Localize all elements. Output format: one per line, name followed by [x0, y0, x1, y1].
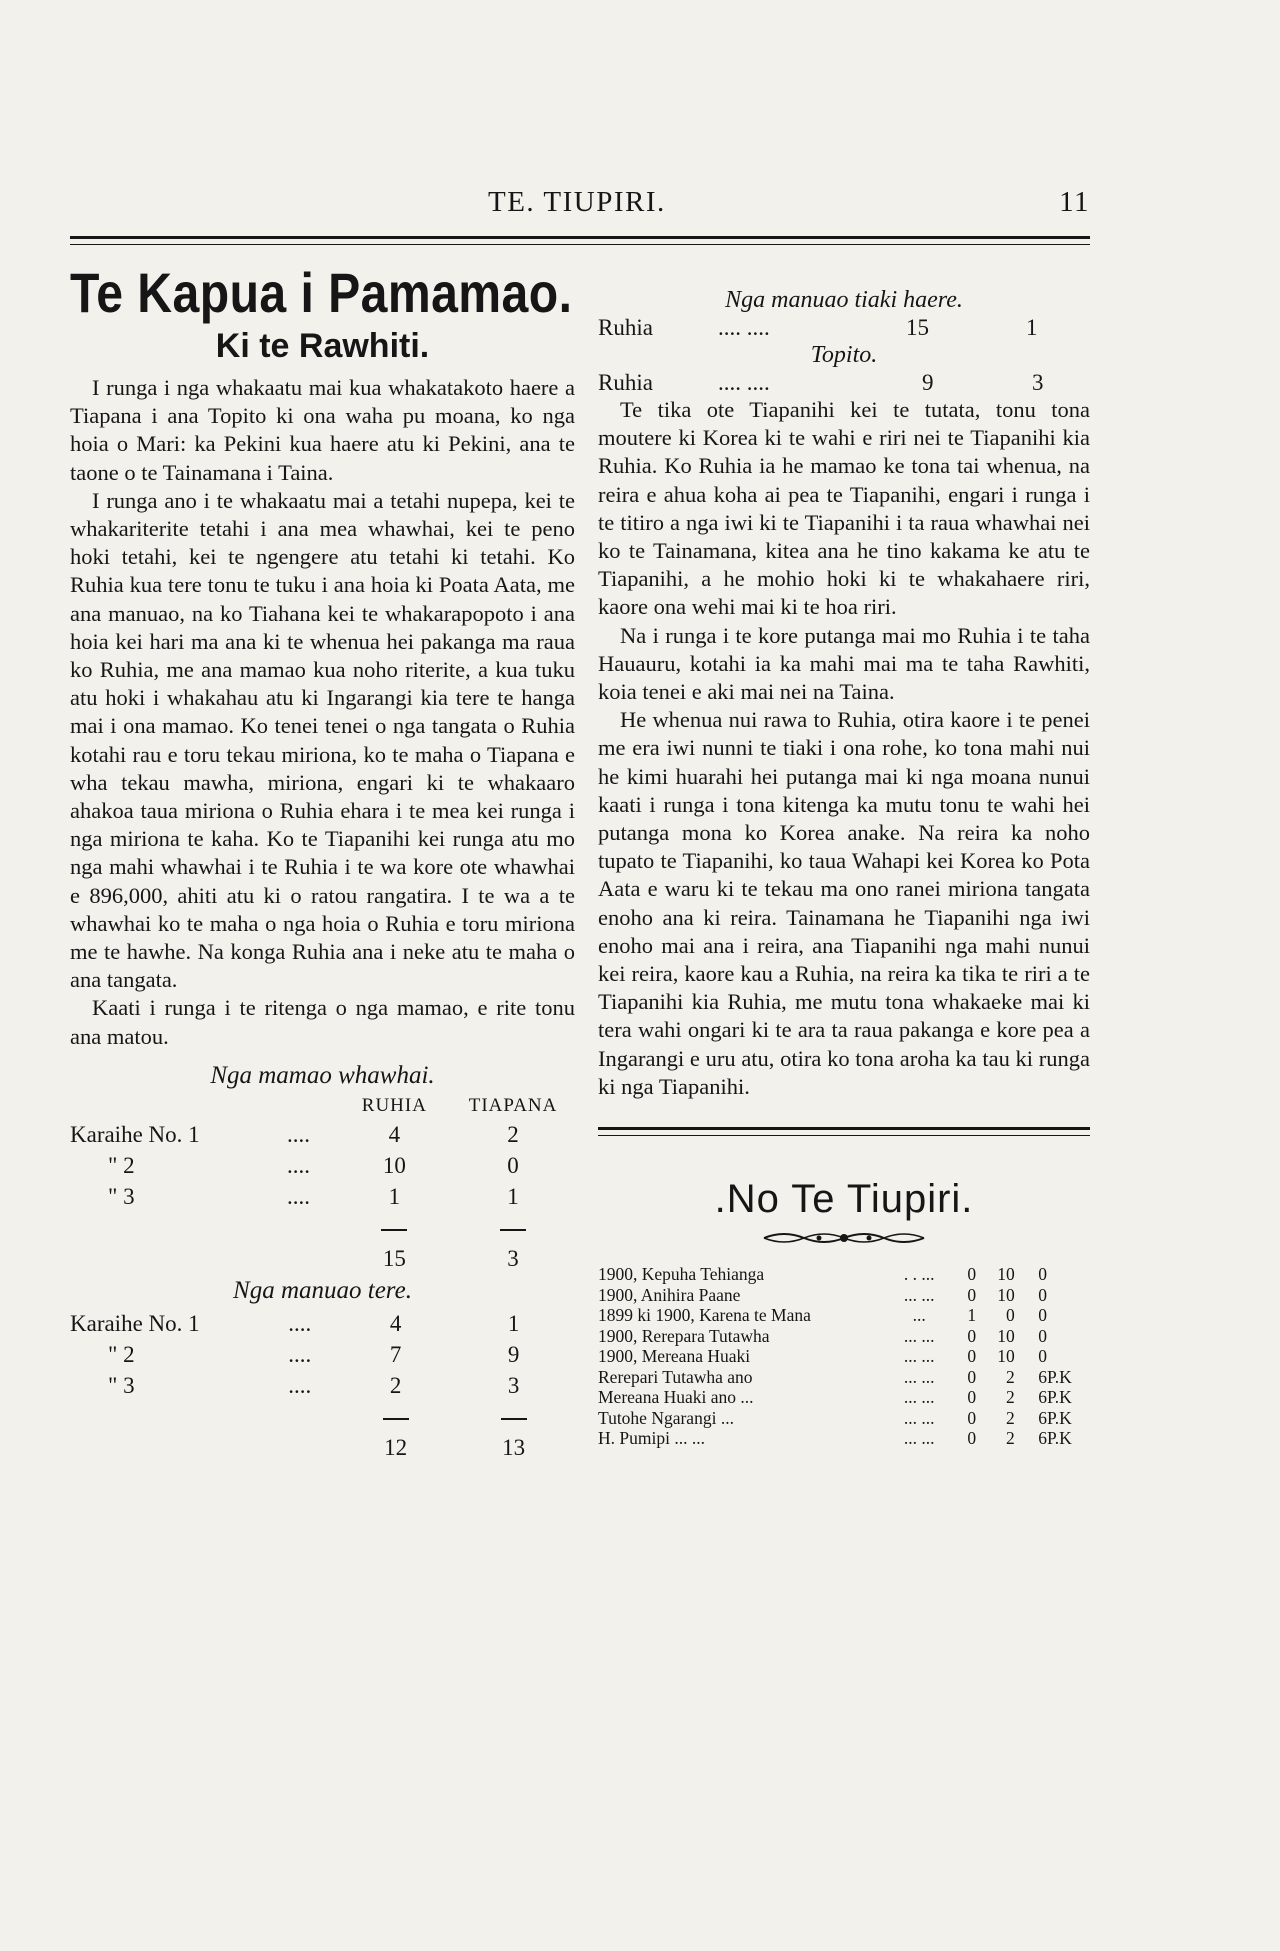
running-title: TE. TIUPIRI. [488, 186, 666, 218]
row-dots: ... ... [903, 1407, 935, 1428]
subscriber-name: 1900, Rerepara Tutawha [598, 1325, 770, 1346]
ruhia-total: 12 [384, 1434, 408, 1460]
row-dots: ... ... [903, 1428, 935, 1449]
sum-rule-row [70, 1401, 575, 1432]
tiapana-value: 1 [1026, 315, 1038, 340]
row-dots: ... ... [903, 1366, 935, 1387]
amount-shillings: 0 [1006, 1305, 1015, 1326]
article-paragraph: Te tika ote Tiapanihi kei te tutata, tonu tona moutere ki Korea ki te wahi e riri nei te Tiapanihi kia Ruhia. Ko Ruhia ia he mamao ke tona tai whenua, na reira e ahua koha ai pea te Tiapanihi, engari i runga i te titiro a nga iwi ki te Tiapanihi i ta raua whawhai nei ko te Tainamana, kitea ana he tino kakama ke atu te Tiapanihi, a he mohio hoki ki te whakahaere riri, kaore ona wehi mai ki te hoa riri. [598, 397, 1090, 620]
amount-shillings: 10 [997, 1346, 1015, 1367]
table-row [70, 1119, 575, 1150]
amount-suffix [1047, 1326, 1090, 1347]
amount-pounds: 0 [967, 1387, 977, 1408]
tiapana-value: 2 [507, 1121, 519, 1147]
table-row [70, 1308, 575, 1339]
row-label: Ruhia [598, 370, 653, 395]
amount-suffix: P.K [1047, 1387, 1072, 1408]
amount-pence: 0 [1038, 1346, 1047, 1367]
amount-suffix [1047, 1346, 1090, 1367]
ruhia-total: 15 [382, 1245, 406, 1271]
row-dots: ... ... [903, 1346, 935, 1367]
tiapana-value: 1 [507, 1310, 520, 1336]
amount-pence: 6 [1038, 1387, 1047, 1408]
amount-pence: 6 [1038, 1407, 1047, 1428]
row-dots: .... .... [718, 315, 770, 340]
ruhia-value: 2 [389, 1372, 402, 1398]
amount-pounds: 0 [967, 1284, 977, 1305]
row-dots: ... [912, 1305, 926, 1326]
amount-pence: 0 [1038, 1325, 1047, 1346]
amount-shillings: 2 [1006, 1366, 1015, 1387]
row-label: Karaihe No. 1 [70, 1310, 200, 1336]
tiapana-total: 13 [502, 1434, 526, 1460]
ruhia-value: 4 [389, 1310, 402, 1336]
amount-pounds: 0 [967, 1407, 977, 1428]
subscriptions-title: .No Te Tiupiri. [714, 1177, 974, 1222]
amount-pence: 6 [1038, 1366, 1047, 1387]
table-row [598, 1428, 1090, 1449]
row-dots: .... [286, 1121, 310, 1147]
ornament-divider-icon [598, 1228, 1090, 1250]
amount-suffix: P.K [1047, 1428, 1072, 1449]
table-row [598, 1264, 1090, 1285]
table-row [598, 1285, 1090, 1306]
tiapana-value: 3 [507, 1372, 520, 1398]
article-paragraph: I runga i nga whakaatu mai kua whakatakoto haere a Tiapana i ana Topito ki ona waha pu moana, ko nga hoia o Mari: ka Pekini kua haere atu ki Pekini, ana te taone o te Tainamana i Taina. [70, 375, 575, 485]
subscriber-name: Tutohe Ngarangi ... [598, 1407, 734, 1428]
guard-ships-caption: Nga manuao tiaki haere. [725, 287, 963, 313]
table-row [598, 1326, 1090, 1347]
tiapana-value: 9 [507, 1341, 520, 1367]
article-paragraph: He whenua nui rawa to Ruhia, otira kaore i te penei me era iwi nunni te tiaki i ona rohe, ko tona mahi nui he kimi huarahi hei putanga mai ki nga moana nunui kaati i runga i tona kitenga ka mutu tonu te wahi hei putanga mona ko Korea anake. Na reira ka noho tupato te Tiapanihi, ko taua Wahapi kei Korea ko Pota Aata e waru ki te tekau ma ono ranei miriona tangata enoho ana ki reira. Tainamana he Tiapanihi nga iwi enoho mai ana i reira, ana Tiapanihi nga mahi nunui kei reira, kaore kau a Ruhia, na reira ka tika te riri a te Tiapanihi kia Ruhia, me mutu tona whakaeke mai ki tera wahi ongari ki te ara ta raua pakanga e kore pea a Ingarangi e uru atu, otira ko tona aroha ka tau ki runga ki nga Tiapanihi. [598, 707, 1090, 1099]
tiapana-value: 1 [507, 1183, 519, 1209]
subscriber-name: 1900, Anihira Paane [598, 1284, 741, 1305]
row-dots: . . ... [903, 1264, 935, 1285]
ruhia-value: 1 [388, 1183, 401, 1209]
amount-pounds: 0 [967, 1325, 977, 1346]
table-total-row [70, 1243, 575, 1274]
amount-suffix: P.K [1047, 1407, 1072, 1428]
amount-shillings: 10 [997, 1264, 1015, 1285]
row-dots: .... [286, 1152, 310, 1178]
guard-ships-row [598, 314, 1090, 341]
table-row [598, 1387, 1090, 1408]
ruhia-value: 10 [382, 1152, 406, 1178]
amount-pence: 0 [1038, 1264, 1047, 1285]
amount-shillings: 2 [1006, 1387, 1015, 1408]
row-dots: .... [286, 1183, 310, 1209]
topito-row [598, 369, 1090, 396]
section-rule-thin [598, 1135, 1090, 1136]
table-row [70, 1150, 575, 1181]
article-headline: Te Kapua i Pamamao. [70, 261, 573, 324]
table-row [598, 1346, 1090, 1367]
subscriber-name: Mereana Huaki ano ... [598, 1387, 754, 1408]
tiapana-value: 0 [507, 1152, 519, 1178]
table-row [598, 1305, 1090, 1326]
amount-pence: 0 [1038, 1284, 1047, 1305]
article-paragraph: Kaati i runga i te ritenga o nga mamao, e rite tonu ana matou. [70, 995, 575, 1049]
amount-suffix [1047, 1305, 1090, 1326]
page-number: 11 [1059, 186, 1090, 218]
row-label: " 3 [108, 1183, 135, 1209]
sum-rule-row [70, 1212, 575, 1243]
cruisers-table [70, 1308, 575, 1463]
table-row [598, 1367, 1090, 1388]
amount-shillings: 10 [997, 1284, 1015, 1305]
row-dots: ... ... [903, 1387, 935, 1408]
cruisers-caption: Nga manuao tere. [233, 1276, 412, 1304]
table-row [70, 1181, 575, 1212]
subscriber-name: 1900, Mereana Huaki [598, 1346, 751, 1367]
amount-suffix [1047, 1285, 1090, 1306]
row-dots: ... ... [903, 1325, 935, 1346]
row-label: Ruhia [598, 315, 653, 340]
article-paragraph: I runga ano i te whakaatu mai a tetahi nupepa, kei te whakariterite tetahi i ana mea whawhai, kei te peno hoki tetahi, kei te ngengere atu tetahi ki tetahi. Ko Ruhia kua tere tonu te tuku i ana hoia ki Poata Aata, me ana manuao, na ko Tiahana kei te whakarapopoto i ana hoia kei hari ma ana ki te whenua hei pakanga ma raua ko Ruhia, me ana mamao kua noho riterite, a kua tuku atu hoki i whakahau atu ki Ingarangi kia tere te hanga mai i ona mamao. Ko tenei tenei o nga tangata o Ruhia kotahi rau e toru tekau miriona, ko te maha o Tiapana e wha tekau mawha, miriona, engari ki te whakaaro ahakoa taua miriona o Ruhia ehara i te mea kei runga i nga miriona te kaha. Ko te Tiapanihi kei runga atu mo nga mahi whawhai i te Ruhia i te wa kore ote whawhai e 896,000, ahiti atu ki o ratou rangatira. I te wa a te whawhai ko te maha o nga hoia o Ruhia e toru miriona me te hawhe. Na konga Ruhia ana i neke atu te maha o ana tangata. [70, 487, 575, 993]
amount-suffix [1047, 1264, 1090, 1285]
amount-pence: 6 [1038, 1428, 1047, 1449]
header-rule [70, 236, 1090, 239]
topito-caption: Topito. [810, 342, 878, 368]
row-label: " 2 [108, 1341, 135, 1367]
section-rule [598, 1127, 1090, 1130]
column-header-tiapana: TIAPANA [468, 1094, 558, 1116]
amount-pounds: 0 [967, 1264, 977, 1285]
table-row [598, 1408, 1090, 1429]
row-dots: .... .... [718, 370, 770, 395]
ruhia-value: 9 [922, 370, 934, 395]
table-row [70, 1370, 575, 1401]
table-row [70, 1339, 575, 1370]
article-subheadline: Ki te Rawhiti. [215, 327, 430, 365]
war-ships-caption: Nga mamao whawhai. [210, 1061, 435, 1089]
amount-pounds: 0 [967, 1346, 977, 1367]
table-header-row [70, 1093, 575, 1119]
amount-pounds: 1 [967, 1305, 977, 1326]
column-header-ruhia: RUHIA [361, 1094, 427, 1116]
tiapana-value: 3 [1032, 370, 1044, 395]
amount-pounds: 0 [967, 1366, 977, 1387]
amount-pence: 0 [1038, 1305, 1047, 1326]
row-label: " 2 [108, 1152, 135, 1178]
subscriber-name: H. Pumipi ... ... [598, 1428, 705, 1449]
row-dots: .... [288, 1372, 312, 1398]
row-dots: .... [288, 1310, 312, 1336]
header-rule-thin [70, 244, 1090, 245]
subscriber-name: 1899 ki 1900, Karena te Mana [598, 1305, 811, 1326]
subscriber-name: 1900, Kepuha Tehianga [598, 1264, 765, 1285]
amount-suffix: P.K [1047, 1366, 1072, 1387]
amount-shillings: 2 [1006, 1407, 1015, 1428]
amount-shillings: 2 [1006, 1428, 1015, 1449]
table-total-row [70, 1432, 575, 1463]
ruhia-value: 4 [388, 1121, 401, 1147]
amount-shillings: 10 [997, 1325, 1015, 1346]
row-dots: ... ... [903, 1284, 935, 1305]
subscriptions-table [598, 1264, 1090, 1449]
tiapana-total: 3 [507, 1245, 519, 1271]
right-column [598, 286, 1090, 1449]
war-ships-table [70, 1093, 575, 1274]
ruhia-value: 15 [906, 315, 929, 340]
article-paragraph: Na i runga i te kore putanga mai mo Ruhia i te taha Hauauru, kotahi ia ka mahi mai ma te taha Rawhiti, koia tenei e aki mai nei na Taina. [598, 622, 1090, 705]
row-label: " 3 [108, 1372, 135, 1398]
amount-pounds: 0 [967, 1428, 977, 1449]
left-column [70, 262, 575, 1463]
subscriber-name: Rerepari Tutawha ano [598, 1366, 753, 1387]
row-dots: .... [288, 1341, 312, 1367]
row-label: Karaihe No. 1 [70, 1121, 200, 1147]
ruhia-value: 7 [389, 1341, 402, 1367]
